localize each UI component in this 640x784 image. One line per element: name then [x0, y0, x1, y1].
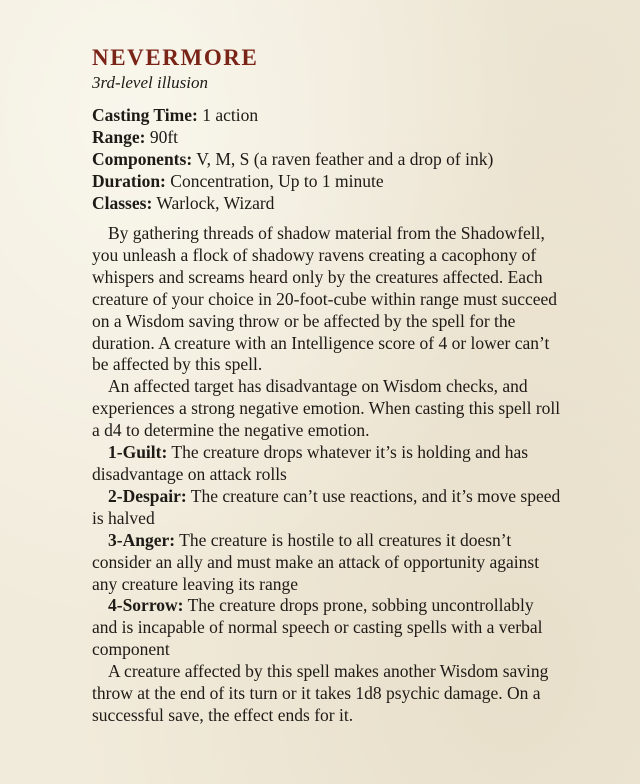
effect-text: The creature drops prone, sobbing uncontrollably and is incapable of normal speech or casting spells with a verbal component: [92, 595, 543, 660]
effect-label: 3-Anger:: [108, 529, 176, 550]
spell-stats: [92, 104, 562, 214]
effect-sorrow: [92, 595, 562, 661]
stat-value: Warlock, Wizard: [156, 193, 275, 213]
description-closing: A creature affected by this spell makes another Wisdom saving throw at the end of its turn or it takes 1d8 psychic damage. On a successful save, the effect ends for it.: [92, 661, 549, 725]
stat-label: Casting Time:: [92, 105, 198, 125]
effect-label: 4-Sorrow:: [108, 595, 184, 616]
description-affected: An affected target has disadvantage on Wisdom checks, and experiences a strong negative emotion. When casting this spell roll a d4 to determine the negative emotion.: [92, 376, 561, 441]
spell-level: 3rd-level illusion: [92, 73, 208, 92]
stat-components: [92, 148, 562, 170]
effect-text: The creature is hostile to all creatures it doesn’t consider an ally and must make an attack of opportunity against any creature leaving its range: [92, 529, 540, 594]
effect-despair: [92, 486, 562, 530]
effect-label: 1-Guilt:: [108, 442, 168, 463]
stat-duration: [92, 170, 562, 192]
stat-casting-time: [92, 104, 562, 126]
spell-name: NEVERMORE: [92, 45, 259, 70]
stat-label: Duration:: [92, 171, 166, 191]
spell-card: [92, 44, 562, 727]
stat-classes: [92, 192, 562, 214]
stat-label: Classes:: [92, 193, 153, 213]
stat-value: Concentration, Up to 1 minute: [170, 171, 384, 191]
effect-anger: [92, 530, 562, 596]
stat-value: 1 action: [202, 105, 259, 125]
stat-value: V, M, S (a raven feather and a drop of ink): [196, 149, 494, 169]
effect-text: The creature can’t use reactions, and it’s move speed is halved: [92, 485, 561, 528]
stat-range: [92, 126, 562, 148]
stat-label: Range:: [92, 127, 146, 147]
effect-label: 2-Despair:: [108, 485, 187, 506]
effect-text: The creature drops whatever it’s is holding and has disadvantage on attack rolls: [92, 442, 529, 484]
stat-label: Components:: [92, 149, 193, 169]
stat-value: 90ft: [149, 127, 179, 147]
effect-guilt: [92, 442, 562, 486]
description-intro: By gathering threads of shadow material from the Shadowfell, you unleash a flock of shadowy ravens creating a cacophony of whispers and screams heard only by the creatures affected. Each creature of your choice in 20-foot-cube within range must succeed on a Wisdom saving throw or be affected by the spell for the duration. A creature with an Intelligence score of 4 or lower can’t be affected by this spell.: [92, 223, 558, 375]
spell-description: [92, 223, 562, 727]
